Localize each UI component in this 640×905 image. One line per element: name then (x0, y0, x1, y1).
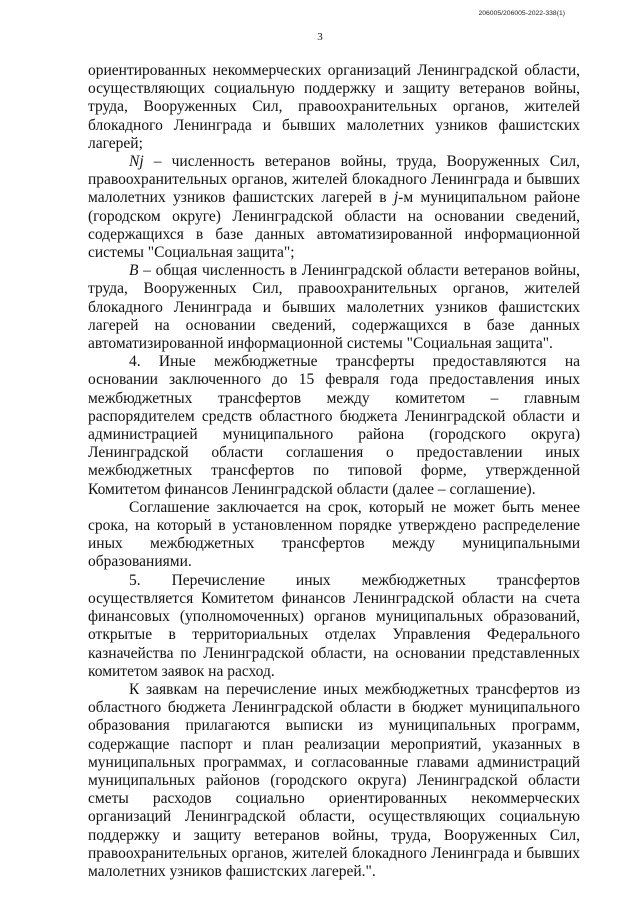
paragraph-text: ориентированных некоммерческих организаций Ленинградской области, осуществляющих социальную поддержку и защиту ветеранов войны, труда, Вооруженных Сил, правоохранительных органов, жителей блокадного Ленинграда и бывших малолетних узников фашистских лагерей; (88, 62, 580, 152)
paragraph-clause-5 (88, 572, 580, 681)
paragraph-text: К заявкам на перечисление иных межбюджетных трансфертов из областного бюджета Ленинградской области в бюджет муниципального образования прилагаются выписки из муниципальных программ, содержащие паспорт и план реализации мероприятий, указанных в муниципальных программах, и согласованные главами администраций муниципальных районов (городского округа) Ленинградской области сметы расходов социально ориентированных некоммерческих организаций Ленинградской области, осуществляющих социальную поддержку и защиту ветеранов войны, труда, Вооруженных Сил, правоохранительных органов, жителей блокадного Ленинграда и бывших малолетних узников фашистских лагерей.". (88, 680, 580, 880)
document-reference-number: 206005/206005-2022-338(1) (478, 10, 565, 17)
formula-variable-nj: Nj (129, 153, 144, 171)
formula-variable-b: B (129, 262, 139, 280)
paragraph-text: 5. Перечисление иных межбюджетных трансфертов осуществляется Комитетом финансов Ленинградской области на счета финансовых (уполномоченных) органов муниципальных образований, открытые в территориальных отделах Управления Федерального казначейства по Ленинградской области, на основании представленных комитетом заявок на расход. (88, 571, 580, 680)
paragraph-continuation (88, 62, 580, 153)
paragraph-text: 4. Иные межбюджетные трансферты предоставляются на основании заключенного до 15 февраля года предоставления иных межбюджетных трансфертов между комитетом – главным распорядителем средств областного бюджета Ленинградской области и администрацией муниципального района (городского округа) Ленинградской области соглашения о предоставлении иных межбюджетных трансфертов по типовой форме, утвержденной Комитетом финансов Ленинградской области (далее – соглашение). (88, 353, 580, 498)
paragraph-text: – численность ветеранов войны, труда, Вооруженных Сил, правоохранительных органов, жителей блокадного Ленинграда и бывших малолетних узников фашистских лагерей в (88, 153, 580, 207)
document-body (88, 62, 580, 881)
paragraph-clause-4 (88, 353, 580, 499)
paragraph-variable-nj (88, 153, 580, 262)
formula-variable-j: j (393, 189, 399, 207)
paragraph-text: -м муниципальном районе (городском округе) Ленинградской области на основании сведений, содержащихся в базе данных автоматизированной информационной системы "Социальная защита"; (88, 189, 581, 262)
paragraph-agreement-term (88, 499, 580, 572)
paragraph-variable-b (88, 262, 580, 353)
paragraph-text: Соглашение заключается на срок, который не может быть менее срока, на который в установленном порядке утверждено распределение иных межбюджетных трансфертов между муниципальными образованиями. (88, 498, 580, 571)
paragraph-text: – общая численность в Ленинградской области ветеранов войны, труда, Вооруженных Сил, правоохранительных органов, жителей блокадного Ленинграда и бывших малолетних узников фашистских лагерей на основании сведений, содержащихся в базе данных автоматизированной информационной системы "Социальная защита". (88, 262, 580, 353)
paragraph-requests-attachments (88, 681, 580, 881)
page-number: 3 (317, 31, 323, 43)
